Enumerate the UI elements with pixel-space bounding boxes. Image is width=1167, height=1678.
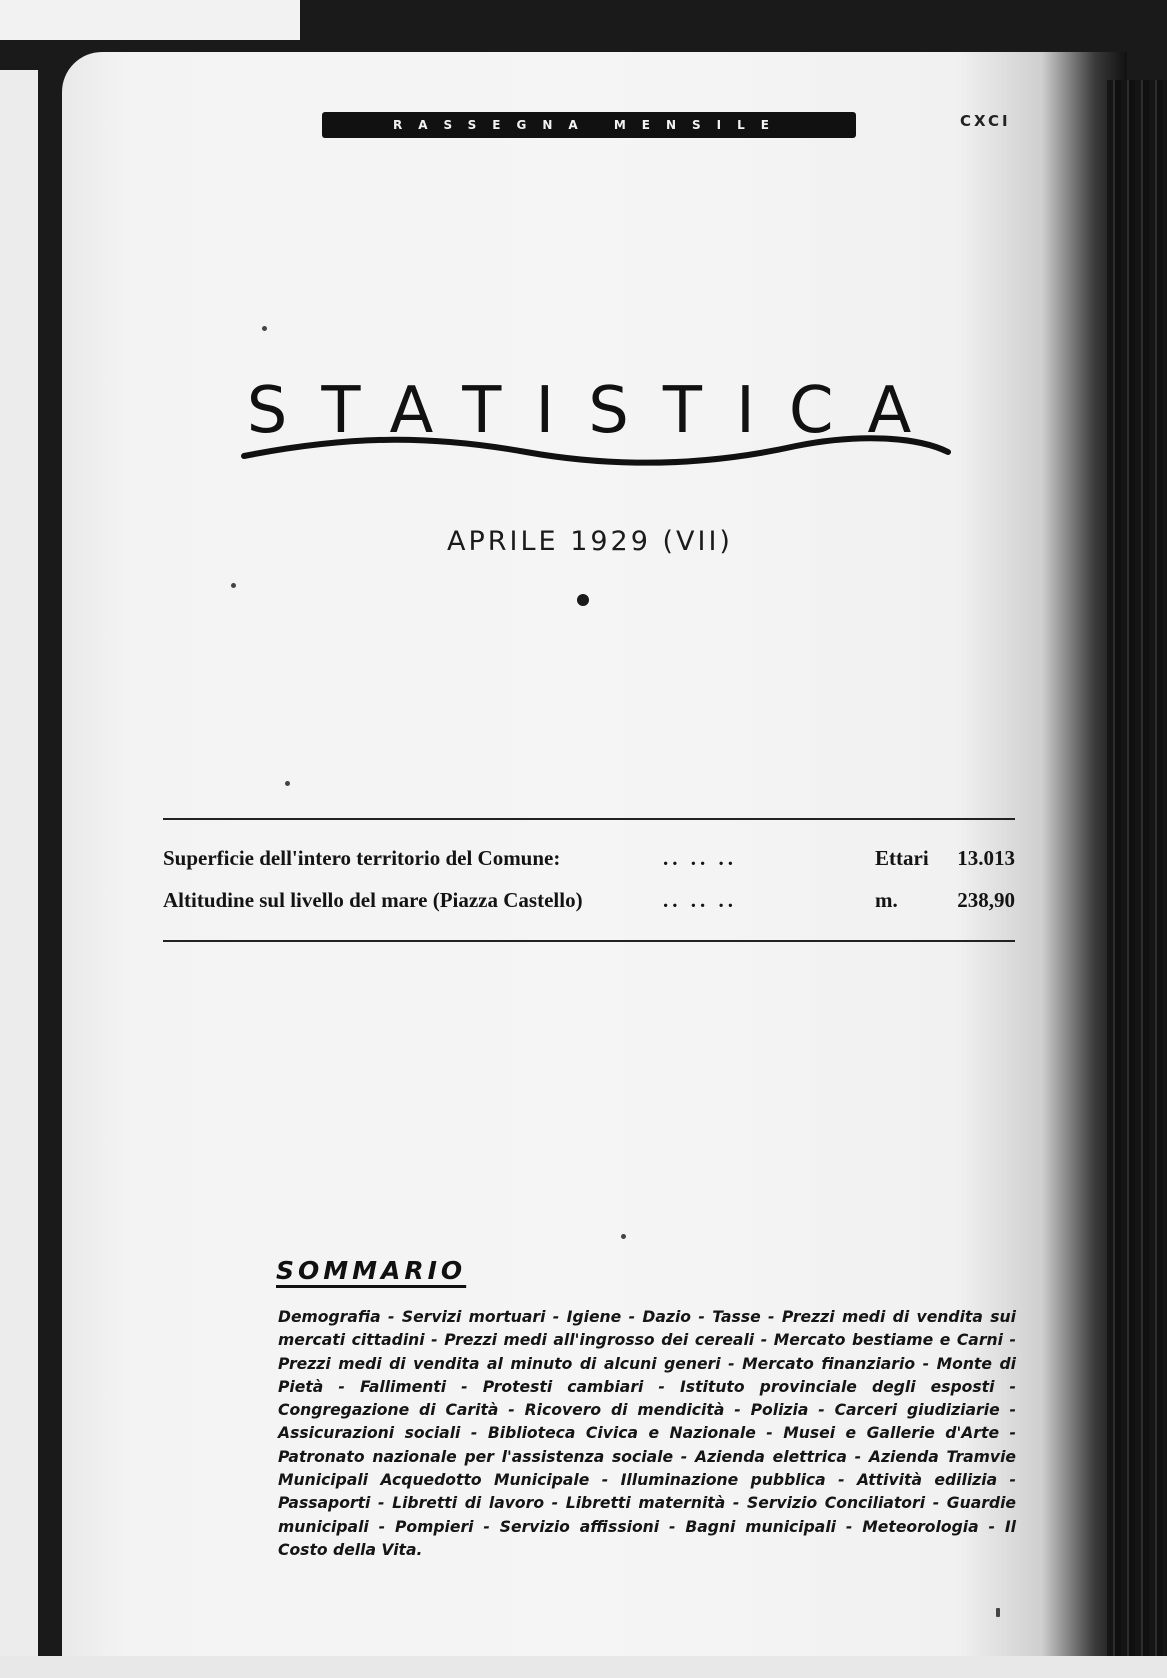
- page-number: CXCI: [960, 112, 1011, 130]
- title-wave-underline: [236, 422, 956, 472]
- scan-speck: [621, 1234, 626, 1239]
- info-row-altitude: [163, 888, 1015, 920]
- info-bottom-rule: [163, 940, 1015, 942]
- info-unit: Ettari: [875, 846, 929, 870]
- issue-date: APRILE 1929 (VII): [447, 526, 733, 557]
- running-header: RASSEGNA MENSILE: [322, 112, 856, 138]
- info-value: 13.013: [957, 846, 1015, 870]
- info-label: Altitudine sul livello del mare (Piazza Castello): [163, 888, 583, 912]
- info-leader-dots: .. .. ..: [663, 888, 737, 912]
- title-block: [236, 370, 956, 480]
- info-leader-dots: .. .. ..: [663, 846, 737, 870]
- scan-speck: [996, 1608, 1000, 1617]
- bullet-ornament: [577, 594, 589, 606]
- scan-margin-bottom: [0, 1656, 1167, 1678]
- info-unit: m.: [875, 888, 898, 912]
- scan-margin-top: [0, 0, 300, 40]
- scan-speck: [285, 781, 290, 786]
- sommario-heading: SOMMARIO: [276, 1256, 467, 1285]
- scan-speck: [262, 326, 267, 331]
- info-label: Superficie dell'intero territorio del Comune:: [163, 846, 561, 870]
- info-value: 238,90: [957, 888, 1015, 912]
- scan-margin-left: [0, 70, 38, 1678]
- scan-speck: [231, 583, 236, 588]
- book-binding-edge: [1107, 80, 1167, 1678]
- info-top-rule: [163, 818, 1015, 820]
- page-title: STATISTICA: [246, 374, 946, 448]
- info-row-area: [163, 846, 1015, 878]
- sommario-body: Demografia - Servizi mortuari - Igiene - Dazio - Tasse - Prezzi medi di vendita sui mercati cittadini - Prezzi medi all'ingrosso dei cereali - Mercato bestiame e Carni - Prezzi medi di vendita al minuto di alcuni generi - Mercato finanziario - Monte di Pietà - Fallimenti - Protesti cambiari - Istituto provinciale degli esposti - Congregazione di Carità - Ricovero di mendicità - Polizia - Carceri giudiziarie - Assicurazioni sociali - Biblioteca Civica e Nazionale - Musei e Gallerie d'Arte - Patronato nazionale per l'assistenza sociale - Azienda elettrica - Azienda Tramvie Municipali Acquedotto Municipale - Illuminazione pubblica - Attività edilizia - Passaporti - Libretti di lavoro - Libretti maternità - Servizio Conciliatori - Guardie municipali - Pompieri - Servizio affissioni - Bagni municipali - Meteorologia - Il Costo della Vita.: [278, 1308, 1016, 1559]
